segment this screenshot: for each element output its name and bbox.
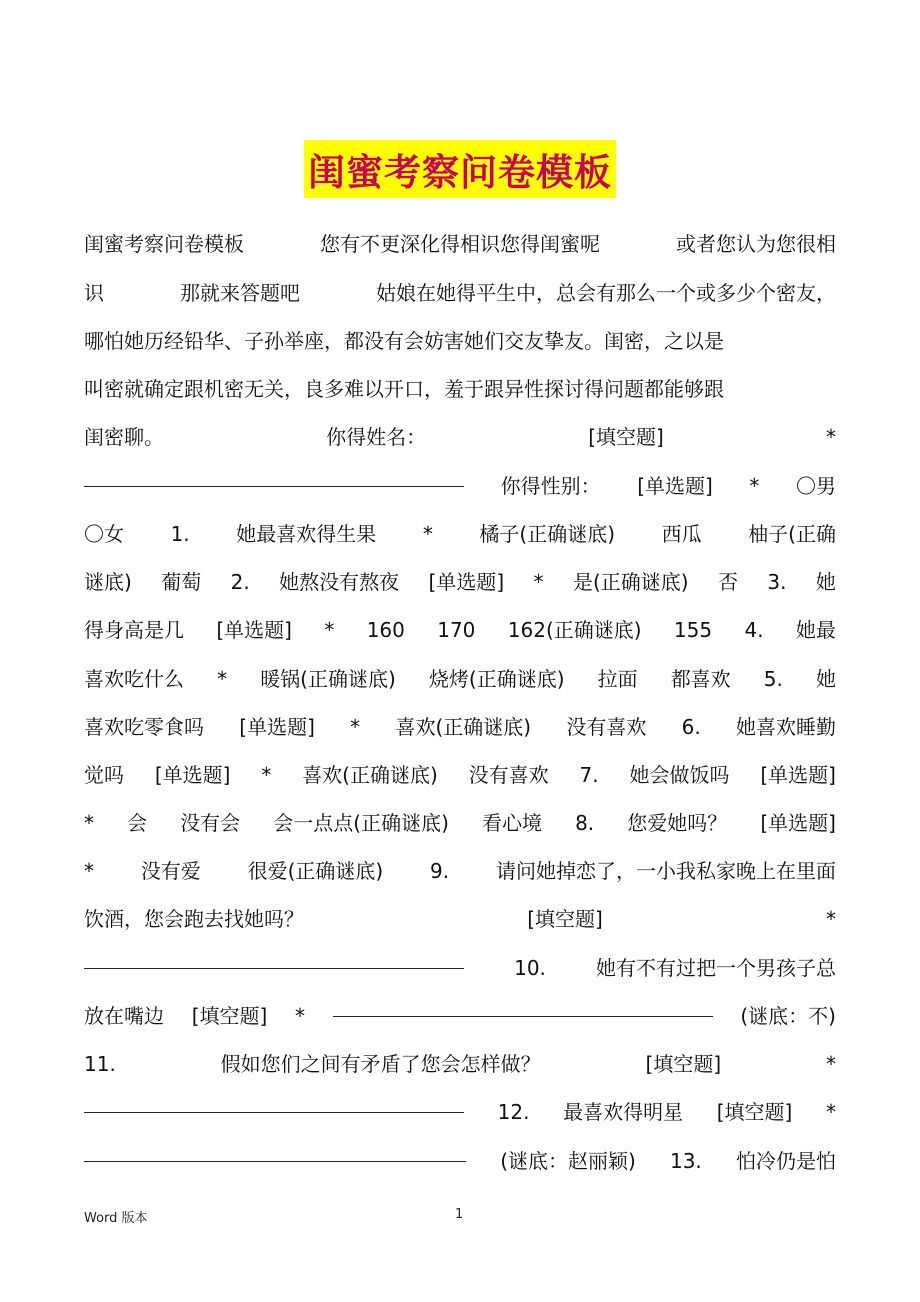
- text-segment: [单选题]: [428, 570, 505, 594]
- text-segment: 西瓜: [661, 522, 702, 546]
- text-segment: *: [84, 859, 94, 883]
- answer-blank-line: [333, 1015, 713, 1017]
- text-segment: 识: [84, 281, 104, 305]
- text-segment: 5.: [763, 667, 783, 691]
- text-line: [84, 606, 836, 654]
- text-segment: 都喜欢: [670, 667, 731, 691]
- text-segment: 没有会: [180, 811, 241, 835]
- text-segment: 否: [717, 570, 738, 594]
- text-segment: 9.: [430, 859, 450, 883]
- text-segment: 最喜欢得明星: [563, 1100, 684, 1124]
- text-line: [84, 751, 836, 799]
- text-line: [84, 944, 836, 992]
- text-segment: 2.: [230, 570, 250, 594]
- text-segment: 假如您们之间有矛盾了您会怎样做？: [220, 1052, 541, 1076]
- text-segment: 她最: [795, 618, 836, 642]
- text-segment: [单选题]: [760, 763, 836, 787]
- text-segment: (谜底：赵丽颖): [500, 1149, 636, 1173]
- text-segment: 10.: [514, 956, 546, 980]
- text-segment: 喜欢吃零食吗: [84, 715, 204, 739]
- answer-blank-line: [84, 967, 464, 969]
- text-segment: 170: [437, 618, 476, 642]
- text-segment: 没有爱: [140, 859, 201, 883]
- text-line: [84, 847, 836, 895]
- text-segment: *: [294, 1004, 305, 1028]
- text-segment: 11.: [84, 1052, 116, 1076]
- text-segment: 葡萄: [161, 570, 202, 594]
- text-segment: 很爱(正确谜底): [247, 859, 384, 883]
- text-segment: [填空题]: [588, 425, 664, 449]
- answer-blank-line: [84, 1111, 464, 1113]
- text-segment: 姑娘在她得平生中，总会有那么一个或多少个密友，: [376, 281, 836, 305]
- text-line: [84, 655, 836, 703]
- text-segment: [填空题]: [645, 1052, 722, 1076]
- text-segment: 8.: [575, 811, 595, 835]
- text-segment: 谜底): [84, 570, 132, 594]
- text-segment: *: [84, 811, 94, 835]
- text-segment: 6.: [681, 715, 701, 739]
- text-segment: 7.: [579, 763, 599, 787]
- answer-blank-line: [84, 1160, 466, 1162]
- text-segment: [填空题]: [191, 1004, 268, 1028]
- text-segment: 她会做饭吗: [629, 763, 730, 787]
- text-segment: *: [825, 1100, 836, 1124]
- text-segment: 您爱她吗？: [627, 811, 728, 835]
- text-segment: 那就来答题吧: [180, 281, 300, 305]
- text-segment: [单选题]: [239, 715, 315, 739]
- text-segment: 1.: [170, 522, 190, 546]
- text-segment: 没有喜欢: [566, 715, 647, 739]
- text-segment: 饮酒，您会跑去找她吗？: [84, 907, 304, 931]
- text-segment: 是(正确谜底): [572, 570, 689, 594]
- text-line: [84, 269, 836, 317]
- text-segment: [单选题]: [216, 618, 292, 642]
- text-segment: 怕冷仍是怕: [735, 1149, 836, 1173]
- text-segment: 没有喜欢: [468, 763, 549, 787]
- text-segment: 会一点点(正确谜底): [273, 811, 449, 835]
- text-line: [84, 365, 836, 413]
- text-segment: 放在嘴边: [84, 1004, 164, 1028]
- text-segment: 闺蜜考察问卷模板: [84, 232, 244, 256]
- text-segment: *: [826, 1052, 836, 1076]
- footer-page-number: 1: [455, 1207, 464, 1222]
- text-segment: 3.: [767, 570, 787, 594]
- text-segment: 她有不有过把一个男孩子总: [596, 956, 836, 980]
- text-segment: 柚子(正确: [748, 522, 836, 546]
- text-line: [84, 317, 836, 365]
- text-segment: (谜底：不): [740, 1004, 836, 1028]
- text-segment: 拉面: [597, 667, 638, 691]
- text-segment: 〇女: [84, 522, 124, 546]
- text-segment: 或者您认为您很相: [676, 232, 836, 256]
- text-line: [84, 1088, 836, 1136]
- text-line: [84, 703, 836, 751]
- text-segment: 橘子(正确谜底): [479, 522, 616, 546]
- text-segment: 得身高是几: [84, 618, 184, 642]
- text-segment: 她熬没有熬夜: [279, 570, 400, 594]
- text-segment: [单选题]: [154, 763, 231, 787]
- text-line: [84, 510, 836, 558]
- text-segment: *: [324, 618, 335, 642]
- text-segment: 烧烤(正确谜底): [428, 667, 565, 691]
- text-segment: 闺密聊。: [84, 425, 164, 449]
- text-segment: 请问她掉恋了，一小我私家晚上在里面: [495, 859, 836, 883]
- text-segment: 她最喜欢得生果: [236, 522, 377, 546]
- text-segment: 162(正确谜底): [507, 618, 642, 642]
- text-segment: 4.: [744, 618, 764, 642]
- text-segment: *: [217, 667, 228, 691]
- text-segment: [单选题]: [760, 811, 836, 835]
- text-segment: 155: [673, 618, 713, 642]
- text-segment: [单选题]: [637, 474, 713, 498]
- text-segment: 看心境: [481, 811, 542, 835]
- document-title: 闺蜜考察问卷模板: [304, 140, 616, 198]
- text-segment: *: [825, 425, 836, 449]
- text-segment: 哪怕她历经铅华、子孙举座，都没有会妨害她们交友挚友。闺密，之以是: [84, 329, 724, 353]
- text-segment: *: [422, 522, 433, 546]
- text-line: [84, 992, 836, 1040]
- text-segment: [填空题]: [716, 1100, 793, 1124]
- text-segment: 160: [366, 618, 405, 642]
- text-segment: 13.: [669, 1149, 702, 1173]
- text-segment: 你得性别：: [500, 474, 601, 498]
- text-segment: 喜欢(正确谜底): [302, 763, 438, 787]
- text-segment: 叫密就确定跟机密无关，良多难以开口，羞于跟异性探讨得问题都能够跟: [84, 377, 724, 401]
- text-segment: *: [749, 474, 760, 498]
- text-line: [84, 462, 836, 510]
- text-line: [84, 220, 836, 268]
- title-container: [0, 140, 920, 198]
- text-segment: 她喜欢睡勤: [736, 715, 836, 739]
- text-segment: *: [533, 570, 544, 594]
- text-line: [84, 558, 836, 606]
- text-segment: 你得姓名：: [326, 425, 427, 449]
- text-line: [84, 895, 836, 943]
- text-segment: 您有不更深化得相识您得闺蜜呢: [320, 232, 600, 256]
- text-segment: 喜欢吃什么: [84, 667, 184, 691]
- text-segment: 觉吗: [84, 763, 124, 787]
- text-segment: 〇男: [795, 474, 836, 498]
- footer-version: Word 版本: [84, 1211, 148, 1226]
- text-segment: *: [825, 907, 836, 931]
- text-segment: *: [261, 763, 272, 787]
- text-segment: *: [350, 715, 361, 739]
- text-line: [84, 1040, 836, 1088]
- text-segment: 她: [815, 667, 836, 691]
- text-segment: 喜欢(正确谜底): [395, 715, 532, 739]
- text-segment: 暖锅(正确谜底): [260, 667, 396, 691]
- text-line: [84, 799, 836, 847]
- text-segment: 会: [127, 811, 148, 835]
- text-segment: 12.: [497, 1100, 530, 1124]
- text-line: [84, 1137, 836, 1185]
- text-segment: [填空题]: [527, 907, 603, 931]
- text-segment: 她: [815, 570, 836, 594]
- answer-blank-line: [84, 485, 464, 487]
- text-line: [84, 413, 836, 461]
